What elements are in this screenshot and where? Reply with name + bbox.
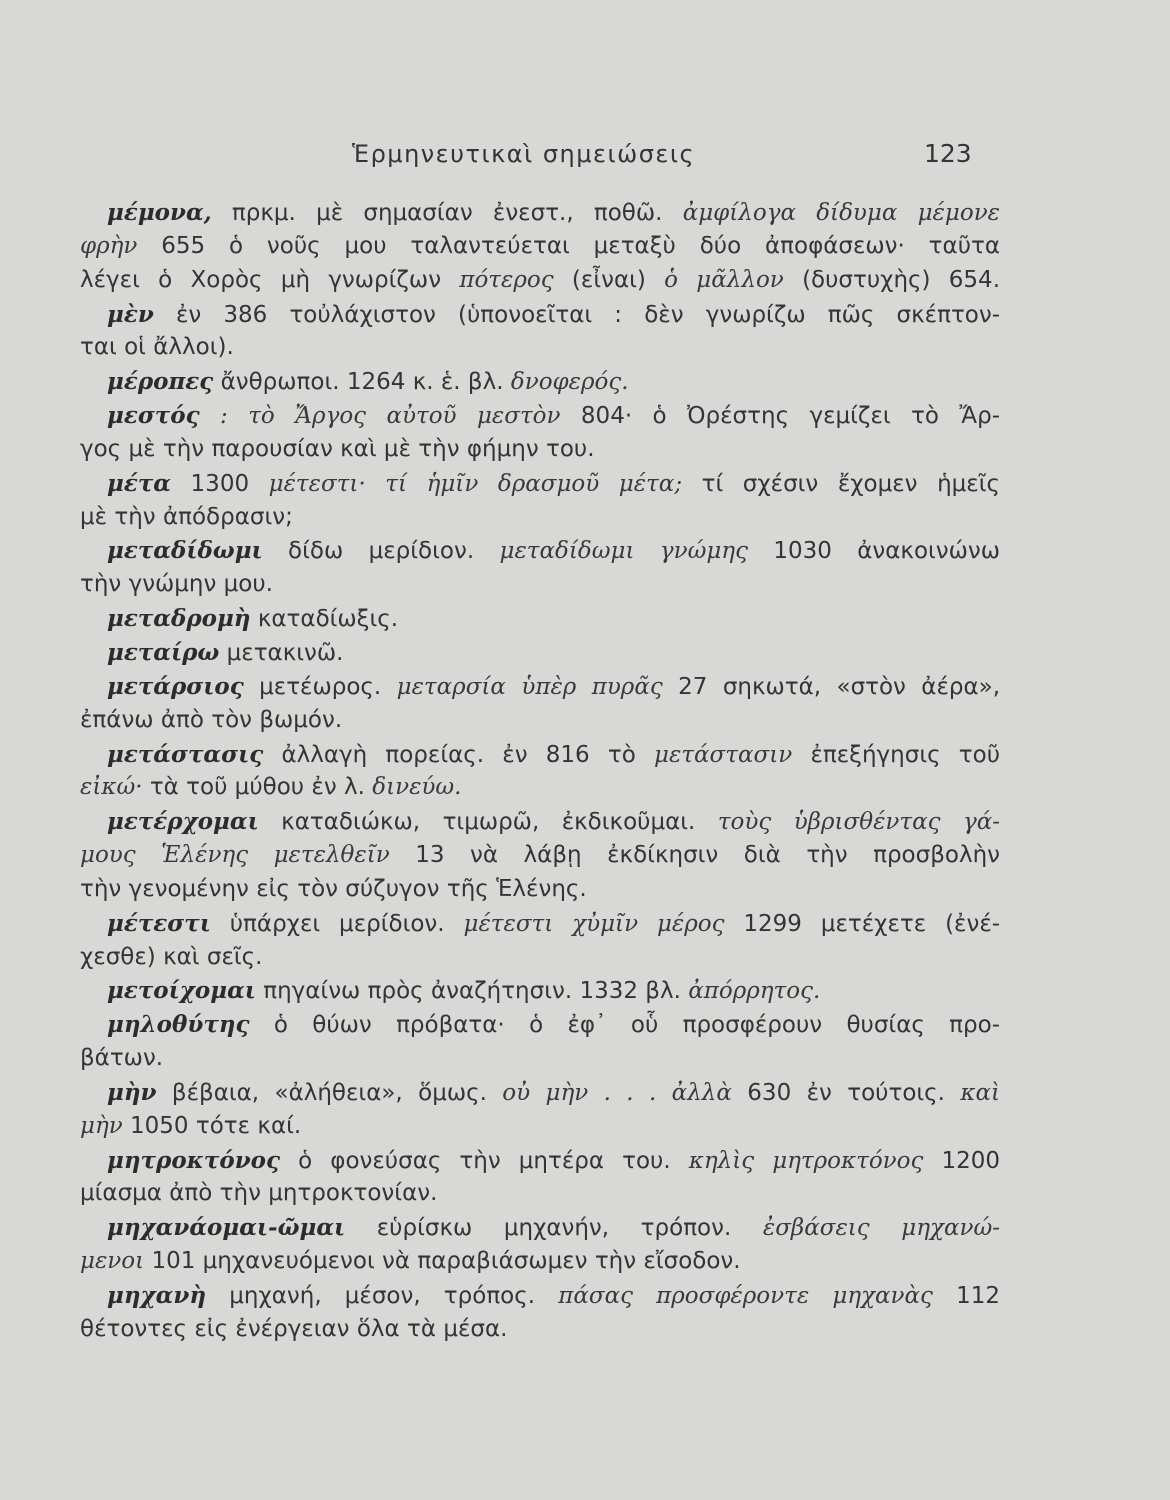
gloss-text: λέγει ὁ Χορὸς μὴ γνωρίζων: [80, 266, 442, 293]
gloss-text: βάτων.: [80, 1045, 164, 1072]
quoted-text: ἐσβάσεις μηχανώ-: [762, 1215, 1000, 1242]
gloss-text: (εἶναι): [571, 266, 646, 293]
headword: μέτεστι: [107, 909, 211, 937]
quoted-text: ἀμφίλογα δίδυμα μέμονε: [682, 200, 1001, 226]
running-header-title: Ἑρμηνευτικαὶ σημειώσεις: [352, 140, 696, 168]
gloss-text: καταδίωξις.: [257, 606, 399, 633]
entry-first-line: [80, 196, 1000, 230]
headword: μετάστασις: [107, 740, 264, 768]
glossary-text-block: [80, 196, 1000, 1347]
headword: μεταδίδωμι: [107, 537, 263, 565]
gloss-text: (δυστυχὴς) 654.: [802, 266, 1001, 293]
gloss-text: ἐπεξήγησις τοῦ: [810, 741, 1001, 768]
gloss-text: βέβαια, «ἀλήθεια», ὅμως.: [171, 1079, 487, 1106]
quoted-text: δινεύω.: [372, 774, 462, 801]
entry-continuation-line: [80, 264, 1000, 298]
headword: μετάρσιος: [107, 672, 244, 700]
headword: μὴν: [107, 1078, 157, 1106]
quoted-text: : τὸ Ἄργος αὐτοῦ μεστὸν: [220, 403, 561, 430]
gloss-text: γος μὲ τὴν παρουσίαν καὶ μὲ τὴν φήμην του.: [80, 435, 595, 462]
quoted-text: μεταδίδωμι γνώμης: [499, 538, 748, 565]
gloss-text: χεσθε) καὶ σεῖς.: [80, 943, 263, 970]
entry-first-line: [80, 467, 1000, 501]
headword: μετέρχομαι: [107, 808, 259, 836]
entry-first-line: [80, 399, 1000, 433]
entry-continuation-line: [80, 1042, 1000, 1076]
entry-continuation-line: [80, 771, 1000, 805]
quoted-text: μενοι: [80, 1248, 145, 1275]
quoted-text: φρὴν: [80, 232, 138, 259]
headword: μηλοθύτης: [107, 1011, 250, 1039]
gloss-text: ὁ φονεύσας τὴν μητέρα του.: [298, 1147, 671, 1174]
entry-first-line: [80, 365, 1000, 399]
entry-first-line: [80, 738, 1000, 772]
headword: μητροκτόνος: [107, 1146, 281, 1174]
entry-continuation-line: [80, 1177, 1000, 1211]
headword: μετοίχομαι: [107, 977, 256, 1005]
gloss-text: εὑρίσκω μηχανήν, τρόπον.: [376, 1215, 732, 1242]
gloss-text: ὑπάρχει μερίδιον.: [229, 910, 445, 937]
entry-continuation-line: [80, 1110, 1000, 1144]
entry-continuation-line: [80, 704, 1000, 738]
entry-continuation-line: [80, 873, 1000, 907]
gloss-text: ὁ θύων πρόβατα· ὁ ἐφ᾽ οὗ προσφέρουν θυσίας προ-: [273, 1012, 1000, 1039]
entry-continuation-line: [80, 839, 1000, 873]
entry-first-line: [80, 1211, 1000, 1245]
gloss-text: δίδω μερίδιον.: [288, 538, 475, 565]
entry-continuation-line: [80, 230, 1000, 264]
gloss-text: τὴν γενομένην εἰς τὸν σύζυγον τῆς Ἑλένης.: [80, 875, 587, 902]
gloss-text: μετακινῶ.: [226, 639, 344, 666]
gloss-text: 1050 τότε καί.: [130, 1112, 302, 1139]
headword: μεστός: [107, 402, 200, 430]
gloss-text: καταδιώκω, τιμωρῶ, ἐκδικοῦμαι.: [281, 809, 696, 836]
entry-continuation-line: [80, 1245, 1000, 1279]
entry-first-line: [80, 636, 1000, 670]
entry-first-line: [80, 974, 1000, 1008]
gloss-text: ἄνθρωποι. 1264 κ. ἑ. βλ.: [220, 369, 504, 396]
gloss-text: ἐπάνω ἀπὸ τὸν βωμόν.: [80, 706, 343, 733]
entry-first-line: [80, 1076, 1000, 1110]
gloss-text: 630 ἐν τούτοις.: [747, 1079, 945, 1106]
quoted-text: μὴν: [80, 1112, 123, 1139]
entry-continuation-line: [80, 568, 1000, 602]
entry-continuation-line: [80, 941, 1000, 975]
headword: μέροπες: [107, 368, 214, 396]
entry-first-line: [80, 602, 1000, 636]
quoted-text: μέτεστι χὐμῖν μέρος: [463, 910, 725, 937]
headword: μὲν: [107, 300, 154, 328]
quoted-text: μέτεστι· τί ἡμῖν δρασμοῦ μέτα;: [268, 470, 683, 497]
gloss-text: 1300: [190, 470, 250, 497]
entry-continuation-line: [80, 501, 1000, 535]
gloss-text: 101 μηχανευόμενοι νὰ παραβιάσωμεν τὴν εἴσοδον.: [151, 1248, 741, 1275]
quoted-text: οὐ μὴν . . . ἀλλὰ: [502, 1079, 732, 1106]
entry-continuation-line: [80, 331, 1000, 365]
entry-first-line: [80, 1008, 1000, 1042]
gloss-text: 112: [956, 1283, 1000, 1309]
quoted-text: δνοφερός.: [510, 369, 629, 396]
entry-continuation-line: [80, 1313, 1000, 1347]
quoted-text: πότερος: [459, 266, 554, 293]
headword: μεταίρω: [107, 638, 220, 666]
gloss-text: ἀλλαγὴ πορείας. ἐν 816 τὸ: [281, 741, 636, 768]
gloss-text: μὲ τὴν ἀπόδρασιν;: [80, 503, 293, 530]
gloss-text: ται οἱ ἄλλοι).: [80, 334, 234, 361]
gloss-text: ἐν 386 τοὐλάχιστον (ὑπονοεῖται : δὲν γνωρίζω πῶς σκέπτον-: [175, 301, 1001, 328]
quoted-text: τοὺς ὑβρισθέντας γά-: [717, 809, 1001, 836]
quoted-text: εἰκώ·: [80, 774, 143, 801]
gloss-text: 1030 ἀνακοινώνω: [773, 538, 1001, 565]
gloss-text: μετέωρος.: [259, 673, 382, 700]
headword: μηχανὴ: [107, 1282, 207, 1309]
entry-first-line: [80, 1144, 1000, 1178]
gloss-text: 27 σηκωτά, «στὸν ἀέρα»,: [678, 673, 1001, 700]
gloss-text: τί σχέσιν ἔχομεν ἡμεῖς: [701, 470, 1000, 497]
gloss-text: πρκμ. μὲ σημασίαν ἐνεστ., ποθῶ.: [231, 200, 663, 226]
gloss-text: 655 ὁ νοῦς μου ταλαντεύεται μεταξὺ δύο ἀποφάσεων· ταῦτα: [161, 232, 1001, 259]
gloss-text: 804· ὁ Ὀρέστης γεμίζει τὸ Ἄρ-: [580, 403, 1000, 430]
quoted-text: μετάστασιν: [654, 741, 793, 768]
gloss-text: μηχανή, μέσον, τρόπος.: [229, 1283, 536, 1309]
quoted-text: ἀπόρρητος.: [688, 978, 821, 1005]
entry-first-line: [80, 805, 1000, 839]
headword: μέτα: [107, 469, 171, 497]
gloss-text: τὰ τοῦ μύθου ἐν λ.: [149, 774, 365, 801]
page-number: 123: [924, 139, 972, 168]
gloss-text: 1200: [941, 1147, 1001, 1174]
quoted-text: μους Ἑλένης μετελθεῖν: [80, 842, 390, 869]
quoted-text: μεταρσία ὑπὲρ πυρᾶς: [396, 673, 663, 700]
gloss-text: 13 νὰ λάβῃ ἐκδίκησιν διὰ τὴν προσβολὴν: [415, 842, 1000, 869]
entry-first-line: [80, 1279, 1000, 1313]
quoted-text: κηλὶς μητροκτόνος: [688, 1147, 924, 1174]
headword: μηχανάομαι-ῶμαι: [107, 1214, 346, 1242]
quoted-text: ὁ μᾶλλον: [664, 266, 784, 293]
headword: μέμονα,: [107, 199, 212, 226]
gloss-text: πηγαίνω πρὸς ἀναζήτησιν. 1332 βλ.: [263, 978, 681, 1005]
gloss-text: μίασμα ἀπὸ τὴν μητροκτονίαν.: [80, 1180, 438, 1207]
entry-first-line: [80, 534, 1000, 568]
quoted-text: πάσας προσφέροντε μηχανὰς: [558, 1283, 933, 1309]
headword: μεταδρομὴ: [107, 605, 251, 633]
quoted-text: καὶ: [960, 1079, 1001, 1106]
entry-first-line: [80, 298, 1000, 332]
gloss-text: τὴν γνώμην μου.: [80, 571, 273, 598]
entry-continuation-line: [80, 433, 1000, 467]
gloss-text: 1299 μετέχετε (ἐνέ-: [743, 910, 1001, 937]
gloss-text: θέτοντες εἰς ἐνέργειαν ὅλα τὰ μέσα.: [80, 1315, 508, 1342]
entry-first-line: [80, 907, 1000, 941]
entry-first-line: [80, 670, 1000, 704]
